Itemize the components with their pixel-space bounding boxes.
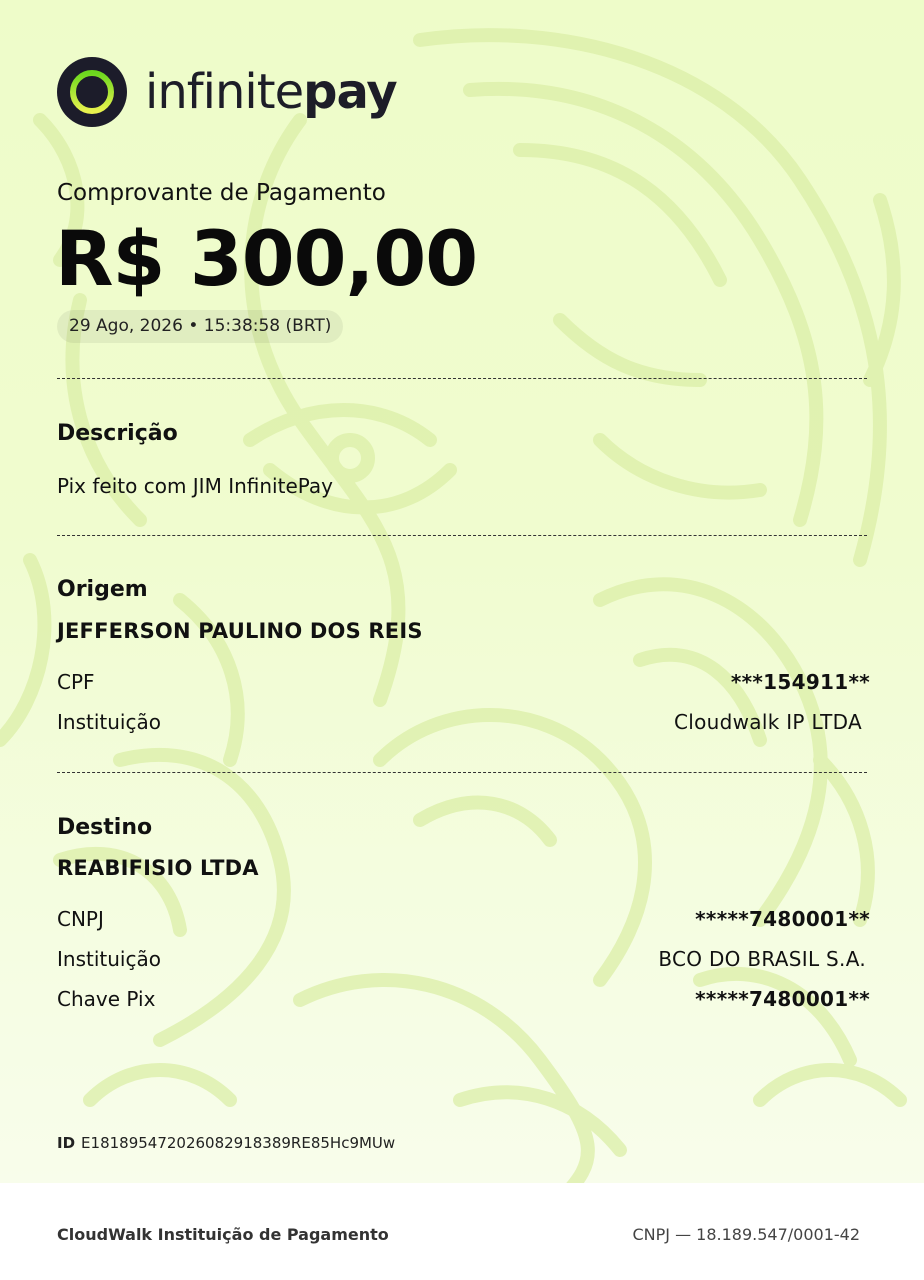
description-heading: Descrição	[57, 421, 178, 446]
origin-institution-row	[57, 710, 870, 734]
receipt-title: Comprovante de Pagamento	[57, 180, 386, 206]
origin-name: JEFFERSON PAULINO DOS REIS	[57, 619, 423, 643]
divider	[57, 378, 867, 379]
divider	[57, 535, 867, 536]
destination-institution-value: BCO DO BRASIL S.A.	[658, 947, 866, 971]
destination-pix-key-value: *****7480001**	[695, 987, 870, 1011]
destination-institution-row	[57, 947, 870, 971]
origin-cpf-label: CPF	[57, 670, 95, 694]
destination-cnpj-value: *****7480001**	[695, 907, 870, 931]
origin-institution-label: Instituição	[57, 710, 161, 734]
transaction-id-label: ID	[57, 1134, 76, 1152]
destination-institution-label: Instituição	[57, 947, 161, 971]
payment-date: 29 Ago, 2026 • 15:38:58 (BRT)	[57, 310, 343, 343]
footer-company: CloudWalk Instituição de Pagamento	[57, 1225, 389, 1244]
transaction-id	[57, 1134, 395, 1152]
logo-wordmark-light: infinite	[145, 64, 304, 120]
destination-pix-key-label: Chave Pix	[57, 987, 156, 1011]
divider	[57, 772, 867, 773]
destination-pix-key-row	[57, 987, 870, 1011]
infinitepay-logo	[57, 57, 397, 127]
logo-wordmark-bold: pay	[303, 64, 397, 120]
payment-amount: R$ 300,00	[55, 214, 478, 303]
origin-heading: Origem	[57, 577, 148, 602]
destination-name: REABIFISIO LTDA	[57, 856, 259, 880]
logo-wordmark	[145, 64, 397, 120]
footer-cnpj: CNPJ — 18.189.547/0001-42	[632, 1225, 860, 1244]
description-text: Pix feito com JIM InfinitePay	[57, 474, 333, 498]
destination-heading: Destino	[57, 815, 153, 840]
destination-cnpj-row	[57, 907, 870, 931]
transaction-id-value: E18189547202608291838​9RE85Hc9MUw	[81, 1134, 396, 1152]
origin-cpf-value: ***154911**	[730, 670, 870, 694]
origin-cpf-row	[57, 670, 870, 694]
origin-institution-value: Cloudwalk IP LTDA	[674, 710, 862, 734]
infinitepay-logo-icon	[57, 57, 127, 127]
destination-cnpj-label: CNPJ	[57, 907, 104, 931]
